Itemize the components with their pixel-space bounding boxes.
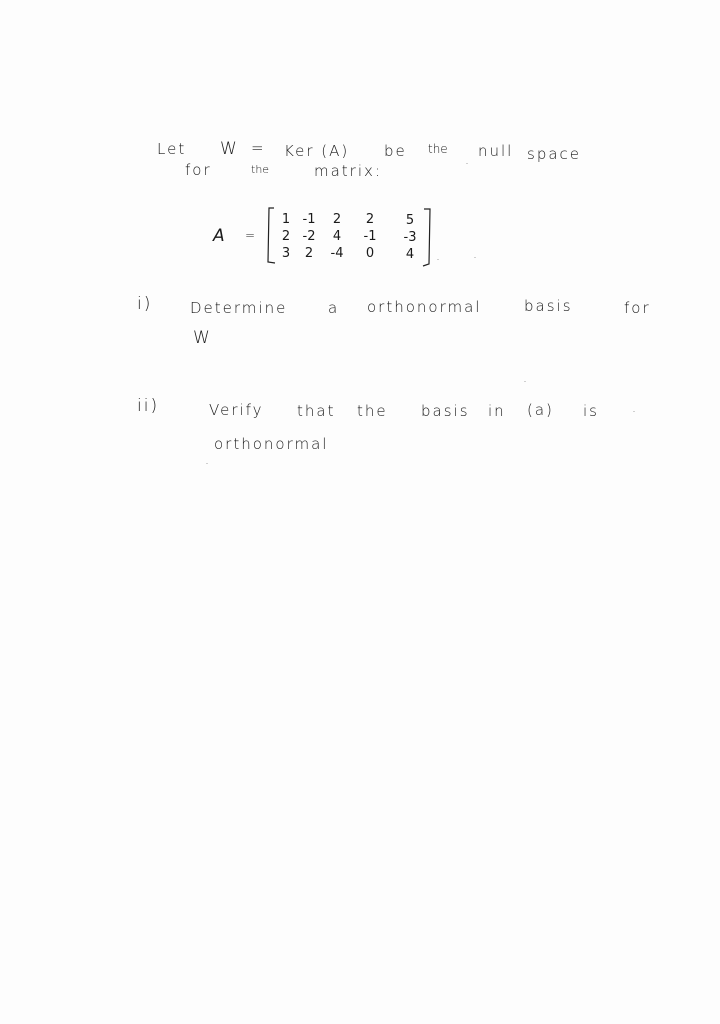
word-verify: Verify [209, 401, 264, 419]
word-for-2: for [624, 299, 651, 317]
word-matrix: matrix: [314, 162, 382, 180]
word-be: be [384, 142, 407, 160]
word-orthonormal: orthonormal [367, 298, 482, 316]
scan-speck [633, 411, 635, 412]
word-space: space [527, 145, 582, 163]
matrix-cell: -3 [403, 230, 417, 245]
matrix-equals: = [245, 228, 258, 242]
word-a: a [328, 299, 340, 317]
scan-speck [524, 381, 526, 382]
word-for: for [185, 161, 212, 179]
matrix-cell: 2 [365, 212, 375, 227]
matrix-cell: 0 [365, 246, 375, 261]
word-w: W [220, 139, 239, 159]
scan-speck [474, 257, 476, 258]
part-2-marker: ii) [137, 396, 160, 416]
word-the: the [428, 142, 448, 156]
word-is: is [583, 402, 599, 420]
matrix-cell: -1 [363, 229, 377, 244]
matrix-cell: 2 [332, 212, 342, 227]
word-determine: Determine [190, 299, 288, 317]
matrix-cell: -1 [302, 212, 316, 227]
part-1-marker: i) [137, 294, 153, 314]
matrix-cell: 2 [281, 229, 291, 244]
word-the-2: the [251, 163, 270, 176]
matrix-cell: 3 [281, 246, 291, 261]
equals-sign: = [251, 139, 266, 157]
word-orthonormal-continued: orthonormal [214, 435, 329, 453]
word-the-3: the [357, 402, 388, 420]
word-ker-a: Ker (A) [284, 142, 350, 160]
matrix-cell: 2 [304, 246, 314, 261]
matrix-cell: 4 [332, 229, 342, 244]
word-w-continued: W [193, 328, 212, 348]
matrix-cell: 4 [405, 247, 415, 262]
scan-speck [206, 463, 208, 464]
scan-speck [437, 259, 439, 260]
matrix-cell: 5 [405, 213, 415, 228]
word-let: Let [157, 140, 187, 158]
word-basis: basis [524, 297, 573, 315]
scan-speck [466, 163, 468, 164]
word-that: that [297, 402, 336, 420]
matrix-cell: -2 [302, 229, 316, 244]
word-basis-2: basis [421, 402, 470, 420]
word-a-paren: (a) [527, 401, 554, 419]
word-in: in [488, 402, 506, 420]
word-null: null [478, 142, 514, 160]
matrix-cell: 1 [281, 212, 291, 227]
matrix-name: A [213, 226, 227, 246]
matrix-cell: -4 [330, 246, 344, 261]
